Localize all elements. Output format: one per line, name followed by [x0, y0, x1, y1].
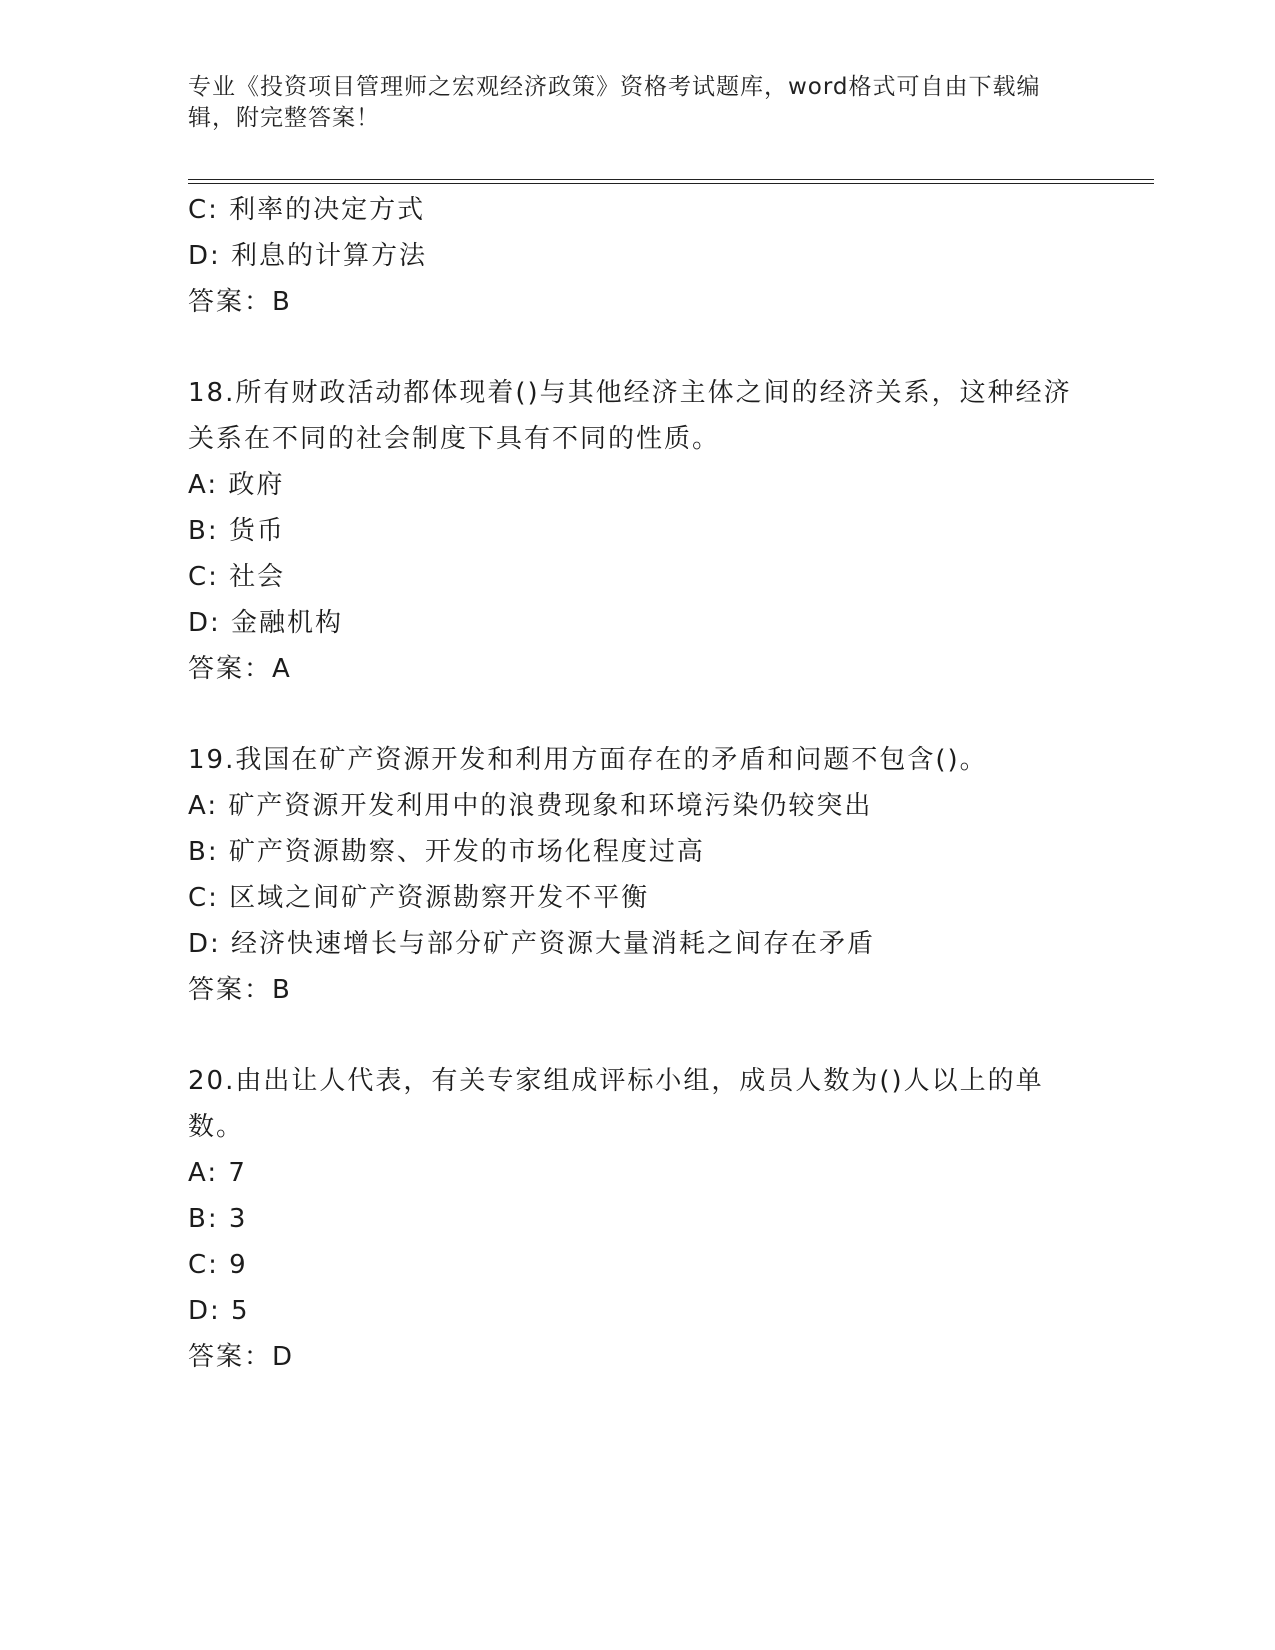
option-a: A: 矿产资源开发利用中的浪费现象和环境污染仍较突出 [188, 791, 873, 821]
option-c: C: 利率的决定方式 [188, 195, 426, 225]
option-d: D: 5 [188, 1296, 250, 1326]
question-stem: 20.由出让人代表，有关专家组成评标小组，成员人数为()人以上的单数。 [188, 1066, 1044, 1142]
question-stem: 18.所有财政活动都体现着()与其他经济主体之间的经济关系，这种经济关系在不同的社会制度下具有不同的性质。 [188, 378, 1072, 454]
option-b: B: 货币 [188, 516, 285, 546]
option-c: C: 9 [188, 1250, 248, 1280]
answer-label: 答案：D [188, 1342, 295, 1372]
header-divider-top [188, 179, 1154, 180]
spacer [188, 692, 1088, 737]
option-a: A: 政府 [188, 470, 285, 500]
answer-label: 答案：A [188, 654, 292, 684]
answer-label: 答案：B [188, 975, 292, 1005]
question-18 [188, 370, 1088, 692]
option-c: C: 社会 [188, 562, 286, 592]
question-19 [188, 737, 1088, 1013]
option-d: D: 金融机构 [188, 608, 344, 638]
option-a: A: 7 [188, 1158, 247, 1188]
page-header: 专业《投资项目管理师之宏观经济政策》资格考试题库，word格式可自由下载编辑，附完整答案！ [188, 74, 1041, 131]
spacer [188, 1013, 1088, 1058]
option-c: C: 区域之间矿产资源勘察开发不平衡 [188, 883, 650, 913]
question-stem: 19.我国在矿产资源开发和利用方面存在的矛盾和问题不包含()。 [188, 745, 988, 775]
option-b: B: 矿产资源勘察、开发的市场化程度过高 [188, 837, 705, 867]
spacer [188, 325, 1088, 370]
option-b: B: 3 [188, 1204, 248, 1234]
question-17-continued [188, 187, 1088, 325]
header-divider-bottom [188, 183, 1154, 184]
answer-label: 答案：B [188, 287, 292, 317]
question-20 [188, 1058, 1088, 1380]
option-d: D: 利息的计算方法 [188, 241, 428, 271]
option-d: D: 经济快速增长与部分矿产资源大量消耗之间存在矛盾 [188, 929, 876, 959]
question-content [188, 187, 1088, 1380]
